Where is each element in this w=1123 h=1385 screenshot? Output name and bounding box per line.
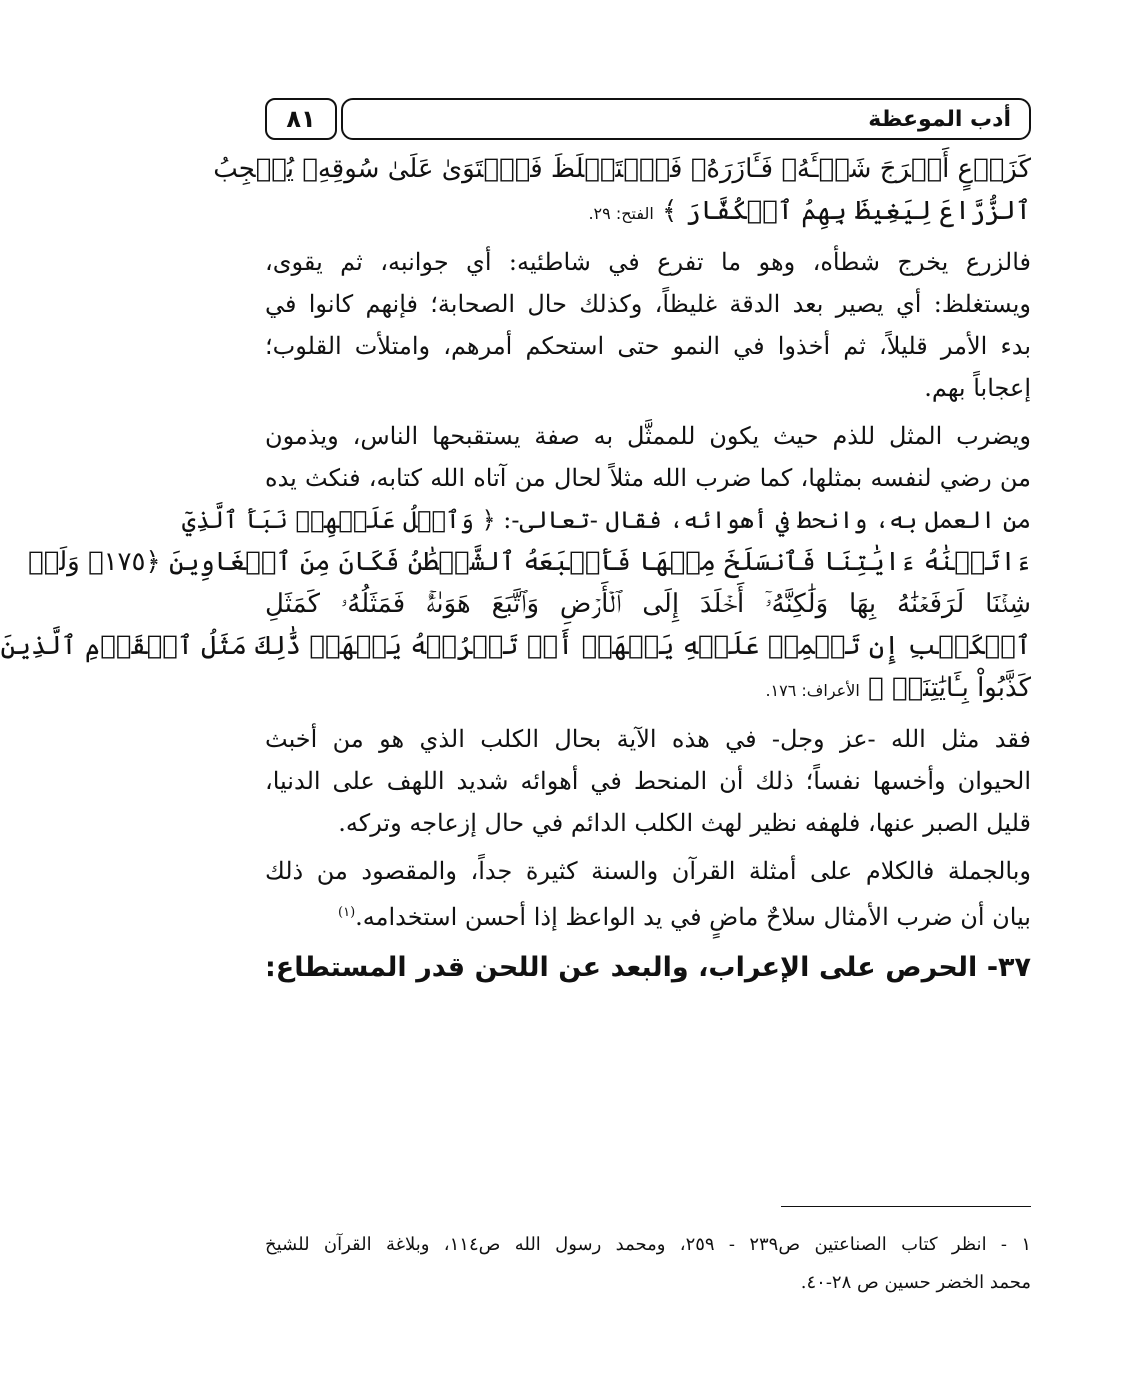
paragraph-line: بدء الأمر قليلاً، ثم أخذوا في النمو حتى استحكم أمرهم، وامتلأت القلوب؛ <box>265 332 1032 360</box>
footnote-divider <box>781 1206 1031 1207</box>
paragraph-line: قليل الصبر عنها، فلهفه نظير لهث الكلب الدائم في حال إزعاجه وتركه. <box>338 809 1031 837</box>
paragraph-line: إعجاباً بهم. <box>924 374 1031 402</box>
quran-verse-line: كَزَرۡعٍ أَخۡرَجَ شَطۡـَٔهُۥ فَـَٔازَرَهُۥ فَٱسۡتَغۡلَظَ فَٱسۡتَوَىٰ عَلَىٰ سُوقِهِۦ يُعۡجِبُ <box>213 154 1031 184</box>
footnote-line: ١ - انظر كتاب الصناعتين ص٢٣٩ - ٢٥٩، ومحمد رسول الله ص١١٤، وبلاغة القرآن للشيخ <box>265 1234 1031 1255</box>
paragraph-line: ويضرب المثل للذم حيث يكون للممثَّل به صفة يستقبحها الناس، ويذمون <box>265 422 1031 450</box>
footnote-reference[interactable]: (١) <box>338 905 356 920</box>
quran-verse-line: ٱلۡكَلۡبِ إِن تَحۡمِلۡ عَلَيۡهِ يَلۡهَثۡ أَوۡ تَتۡرُكۡهُ يَلۡهَثۚ ذَّٰلِكَ مَثَلُ ٱلۡقَوۡمِ ٱلَّذِينَ <box>0 631 1031 661</box>
running-title: أدب الموعظة <box>341 98 1031 140</box>
quran-verse-line <box>265 190 1031 235</box>
verse-citation: الأعراف: ١٧٦. <box>765 681 860 700</box>
quran-verse-line <box>265 667 1031 712</box>
section-heading: ٣٧- الحرص على الإعراب، والبعد عن اللحن قدر المستطاع: <box>265 952 1031 983</box>
page-body <box>0 148 1032 992</box>
quran-verse-text: ٱلزُّرَّاعَ لِيَغِيظَ بِهِمُ ٱلۡكُفَّارَ ﴾ <box>662 196 1031 226</box>
paragraph-line <box>265 892 1031 938</box>
page-header <box>265 98 1031 144</box>
paragraph-line: ويستغلظ: أي يصير بعد الدقة غليظاً، وكذلك حال الصحابة؛ فإنهم كانوا في <box>265 290 1031 318</box>
footnotes <box>265 1226 1031 1302</box>
paragraph-line: فقد مثل الله -عز وجل- في هذه الآية بحال الكلب الذي هو من أخبث <box>265 725 1031 753</box>
paragraph-text: بيان أن ضرب الأمثال سلاحٌ ماضٍ في يد الواعظ إذا أحسن استخدامه. <box>355 903 1031 931</box>
paragraph-line: من رضي لنفسه بمثلها، كما ضرب الله مثلاً لحال من آتاه الله كتابه، فنكث يده <box>265 464 1031 492</box>
quran-verse-text: كَذَّبُواْ بِـَٔايَٰتِنَاۚ ﴾ <box>868 673 1031 703</box>
page-number: ٨١ <box>265 98 337 140</box>
paragraph-line: من العمل به، وانحط في أهوائه، فقال -تعالى-: ﴿ وَٱتۡلُ عَلَيۡهِمۡ نَبَأَ ٱلَّذِيٓ <box>181 506 1031 534</box>
paragraph-line: فالزرع يخرج شطأه، وهو ما تفرع في شاطئيه: أي جوانبه، ثم يقوى، <box>265 248 1031 276</box>
quran-verse-line: ءَاتَيۡنَٰهُ ءَايَٰتِنَا فَٱنسَلَخَ مِنۡهَا فَأَتۡبَعَهُ ٱلشَّيۡطَٰنُ فَكَانَ مِنَ ٱلۡغَاوِينَ ﴿١٧٥﴾ وَلَوۡ <box>28 547 1031 577</box>
verse-citation: الفتح: ٢٩. <box>588 204 654 223</box>
quran-verse-line: شِئۡنَا لَرَفَعۡنَٰهُ بِهَا وَلَٰكِنَّهُۥٓ أَخۡلَدَ إِلَى ٱلۡأَرۡضِ وَٱتَّبَعَ هَوَىٰهُۚ فَمَثَلُهُۥ كَمَثَلِ <box>265 589 1031 619</box>
paragraph-line: وبالجملة فالكلام على أمثلة القرآن والسنة كثيرة جداً، والمقصود من ذلك <box>265 857 1031 885</box>
paragraph-line: الحيوان وأخسها نفساً؛ ذلك أن المنحط في أهوائه شديد اللهف على الدنيا، <box>265 767 1031 795</box>
footnote-line: محمد الخضر حسين ص ٢٨-٤٠. <box>800 1272 1031 1293</box>
